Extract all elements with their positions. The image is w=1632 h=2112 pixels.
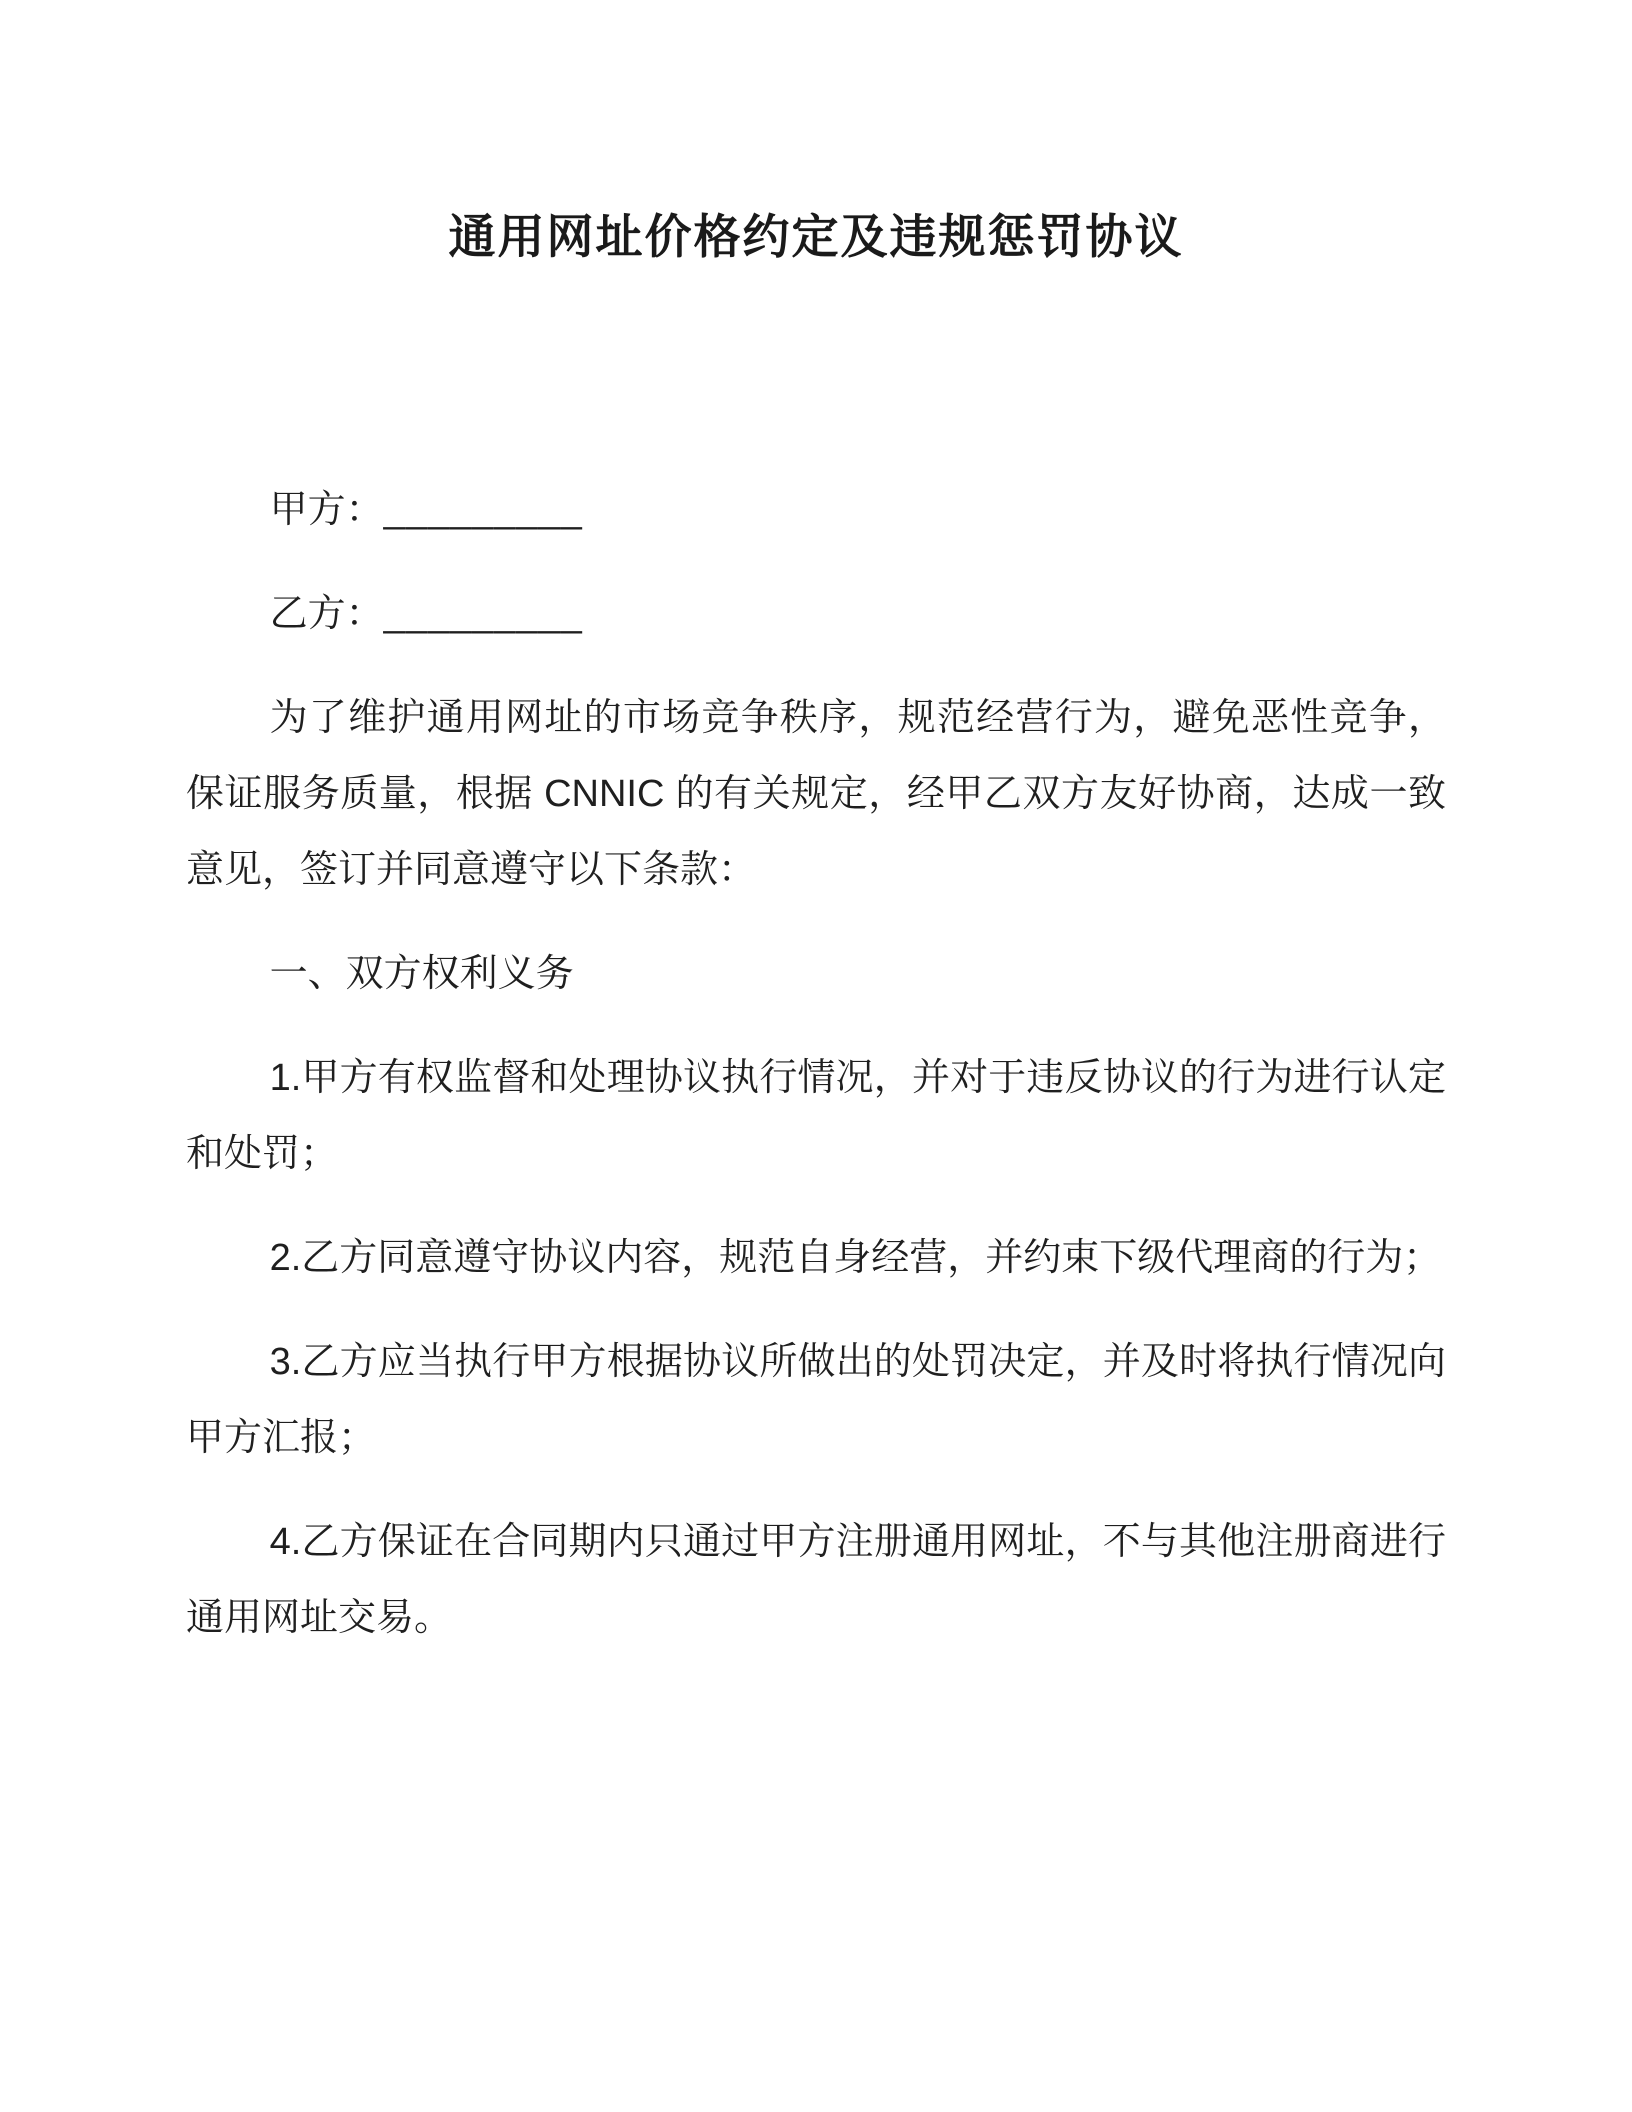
clause-3: 3.乙方应当执行甲方根据协议所做出的处罚决定，并及时将执行情况向甲方汇报； [186,1341,1446,1459]
clause-4: 4.乙方保证在合同期内只通过甲方注册通用网址，不与其他注册商进行通用网址交易。 [186,1521,1446,1639]
party-a-line [186,472,1446,548]
party-b-label: 乙方： [269,593,384,635]
party-b-blank: _________ [383,593,583,635]
document-title: 通用网址价格约定及违规惩罚协议 [448,210,1184,263]
party-a-blank: _________ [383,489,583,531]
party-a-label: 甲方： [269,489,384,531]
clause-1: 1.甲方有权监督和处理协议执行情况，并对于违反协议的行为进行认定和处罚； [186,1057,1446,1175]
preamble-paragraph: 为了维护通用网址的市场竞争秩序，规范经营行为，避免恶性竞争，保证服务质量，根据 CNNIC 的有关规定，经甲乙双方友好协商，达成一致意见，签订并同意遵守以下条款： [186,697,1446,891]
party-b-line [186,576,1446,652]
section-heading-rights-obligations: 一、双方权利义务 [269,953,574,995]
clause-2: 2.乙方同意遵守协议内容，规范自身经营，并约束下级代理商的行为； [269,1237,1442,1279]
